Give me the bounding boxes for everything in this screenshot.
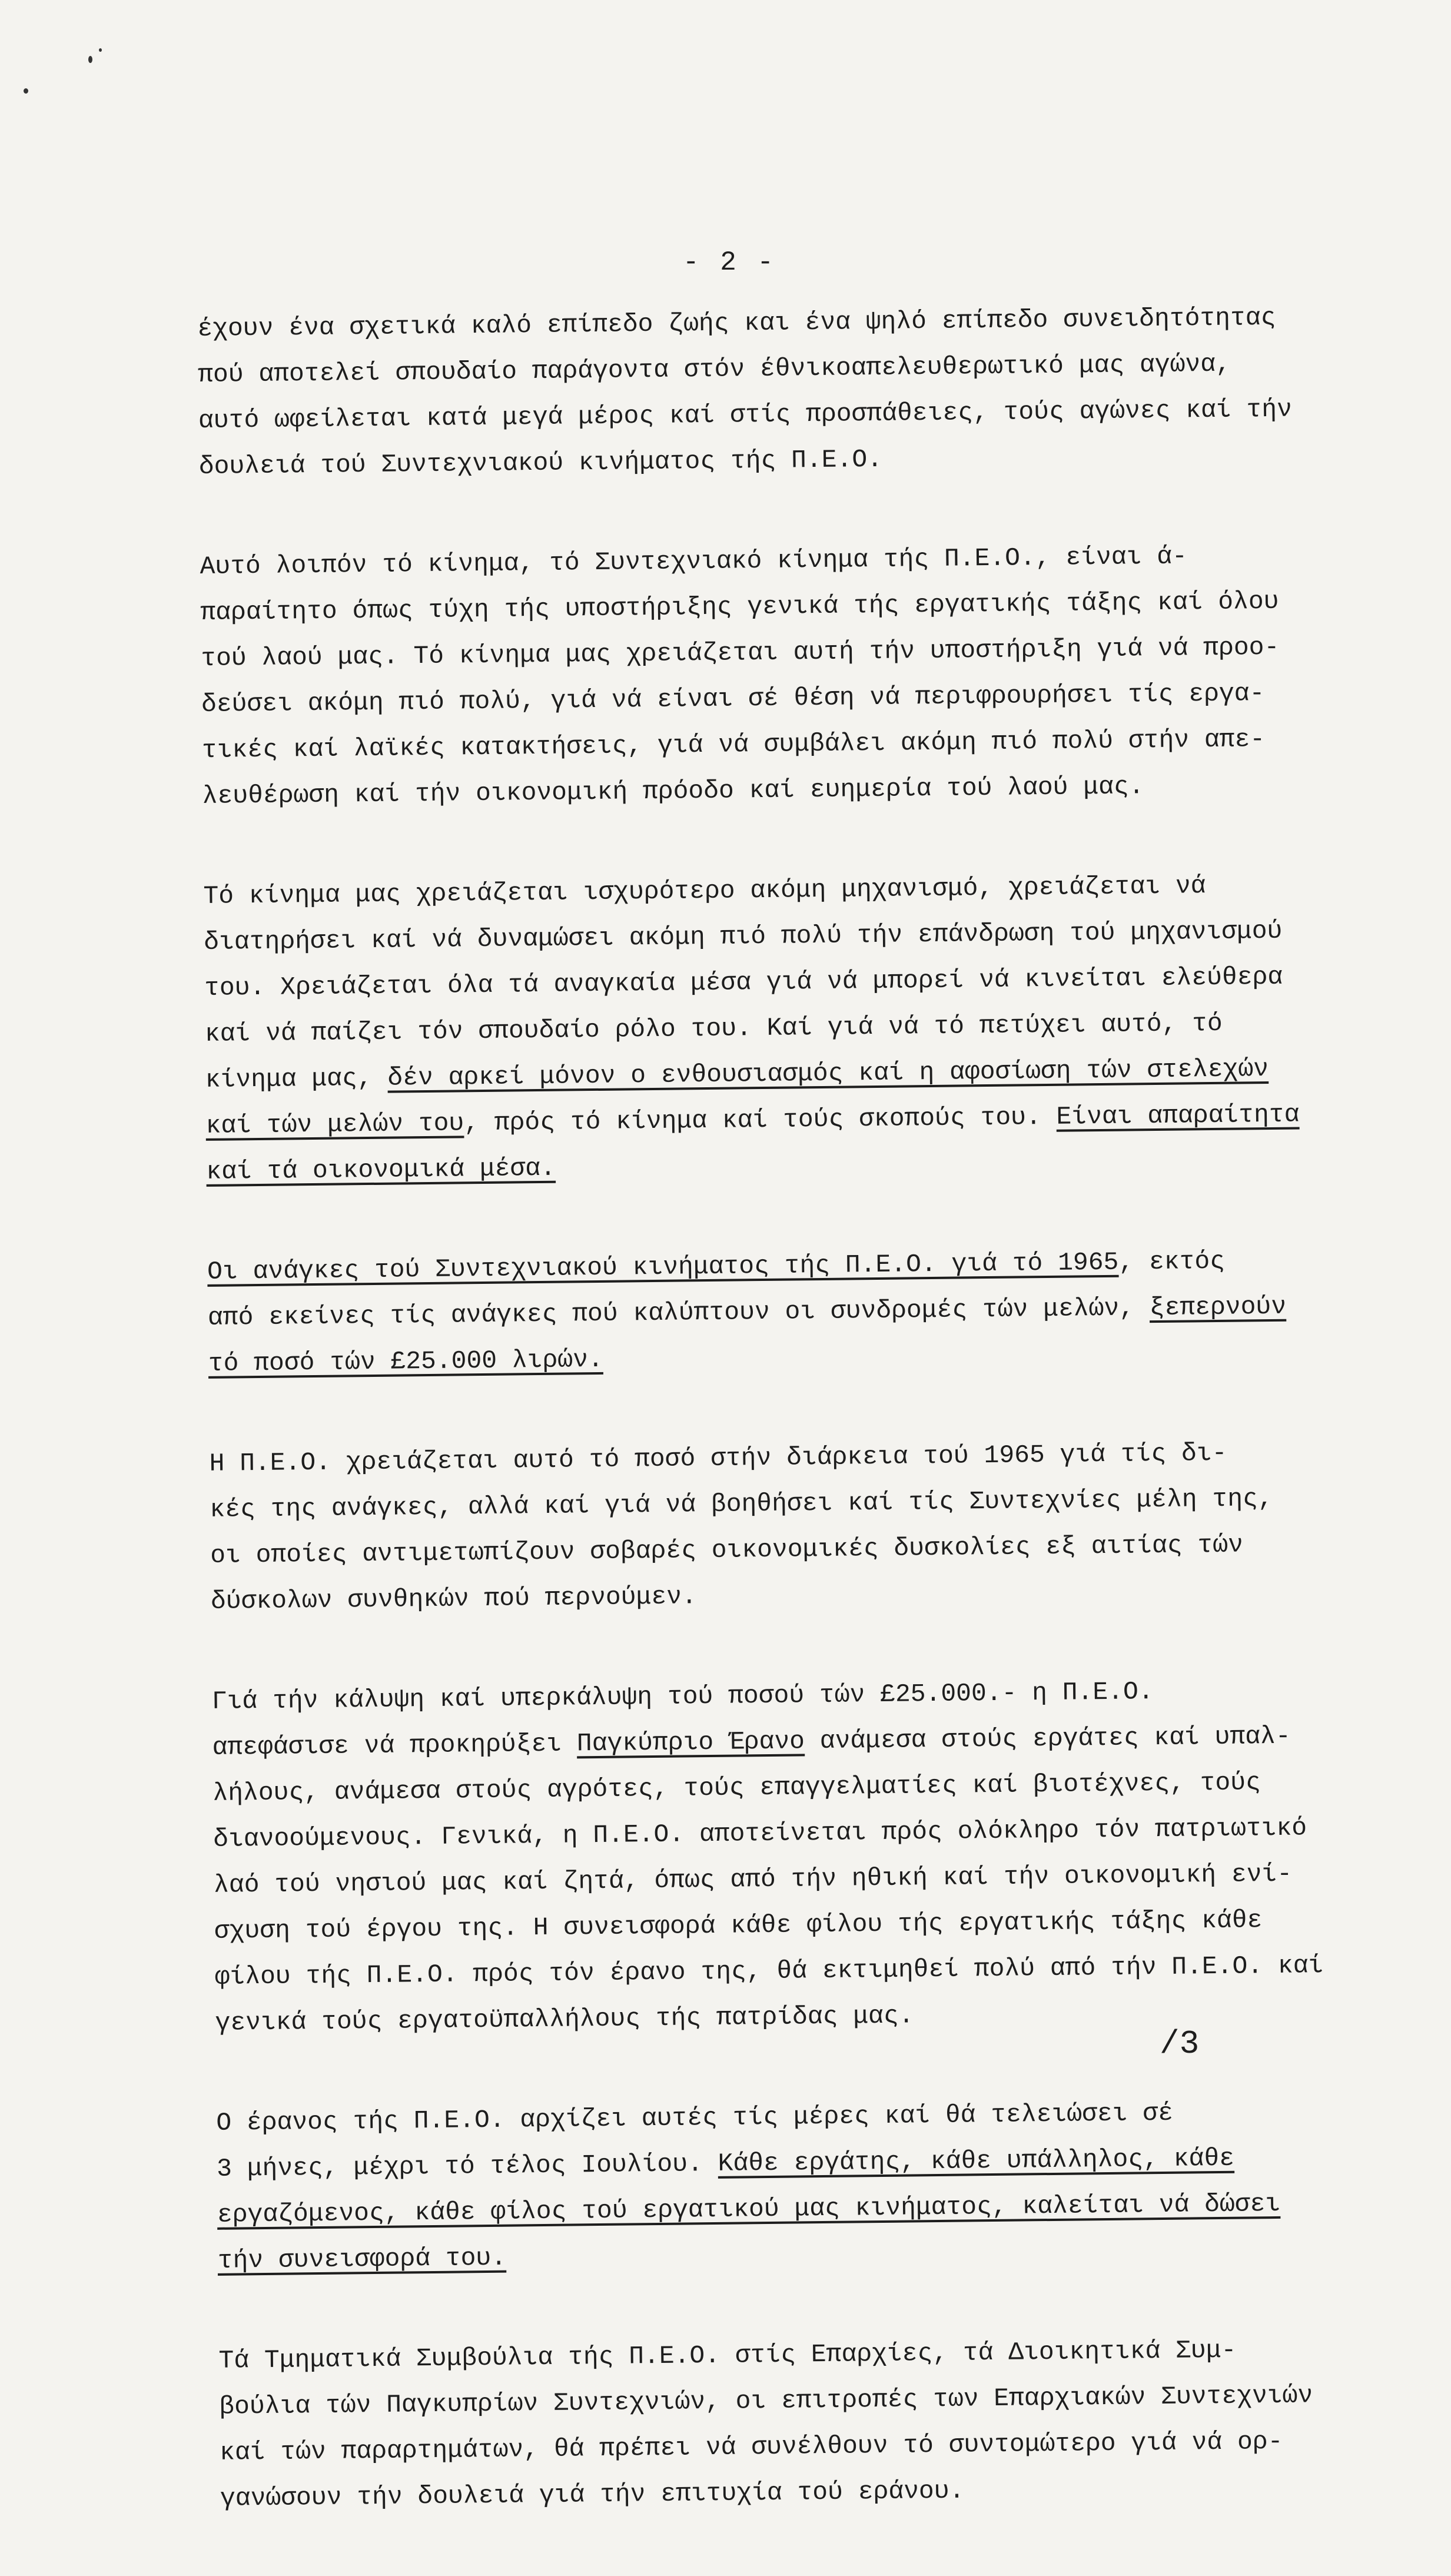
text-segment: έχουν ένα σχετικά καλό επίπεδο ζωής και ένα ψηλό επίπεδο συνειδητότητας <box>197 303 1276 343</box>
scan-speck <box>88 56 92 63</box>
text-segment: κίνημα μας, <box>205 1063 388 1094</box>
text-segment: διατηρήσει καί νά δυναμώσει ακόμη πιό πολύ τήν επάνδρωση τού μηχανισμού <box>204 916 1283 957</box>
text-segment: Τό κίνημα μας χρειάζεται ισχυρότερο ακόμη μηχανισμό, χρειάζεται νά <box>203 871 1206 911</box>
page-continuation-marker: /3 <box>1160 2025 1200 2063</box>
text-segment: λευθέρωση καί τήν οικονομική πρόοδο καί ευημερία τού λαού μας. <box>202 772 1144 811</box>
text-segment: λήλους, ανάμεσα στούς αγρότες, τούς επαγγελματίες καί βιοτέχνες, τούς <box>212 1768 1261 1808</box>
text-segment: αυτό ωφείλεται κατά μεγά μέρος καί στίς προσπάθειες, τούς αγώνες καί τήν <box>198 394 1293 435</box>
text-segment: , εκτός <box>1118 1246 1226 1277</box>
underlined-text: Είναι απαραίτητα <box>1056 1100 1300 1131</box>
paragraph <box>216 2089 1336 2284</box>
paragraph <box>203 862 1325 1195</box>
text-segment: 3 μήνες, μέχρι τό τέλος Ιουλίου. <box>216 2149 718 2183</box>
text-segment: ανάμεσα στούς εργάτες καί υπαλ- <box>804 1721 1291 1756</box>
page-number: - 2 - <box>683 247 776 278</box>
scan-speck <box>99 48 102 52</box>
underlined-text: ξεπερνούν <box>1149 1292 1287 1323</box>
underlined-text: Οι ανάγκες τού Συντεχνιακού κινήματος τής Π.Ε.Ο. γιά τό 1965 <box>207 1247 1119 1286</box>
text-segment: Τά Τμηματικά Συμβούλια τής Π.Ε.Ο. στίς Επαρχίες, τά Διοικητικά Συμ- <box>218 2335 1237 2375</box>
underlined-text: εργαζόμενος, κάθε φίλος τού εργατικού μας κινήματος, καλείται νά δώσει <box>217 2189 1281 2229</box>
text-segment: φίλου τής Π.Ε.Ο. πρός τόν έρανο της, θά εκτιμηθεί πολύ από τήν Π.Ε.Ο. καί <box>214 1951 1324 1991</box>
text-segment: γενικά τούς εργατοϋπαλλήλους τής πατρίδας μας. <box>215 2001 914 2037</box>
paragraph <box>218 2326 1339 2522</box>
underlined-text: τήν συνεισφορά του. <box>217 2243 507 2275</box>
text-segment: Αυτό λοιπόν τό κίνημα, τό Συντεχνιακό κίνημα τής Π.Ε.Ο., είναι ά- <box>200 542 1188 581</box>
text-segment: κές της ανάγκες, αλλά καί γιά νά βοηθήσει καί τίς Συντεχνίες μέλη της, <box>210 1483 1273 1524</box>
text-segment: Η Π.Ε.Ο. χρειάζεται αυτό τό ποσό στήν διάρκεια τού 1965 γιά τίς δι- <box>209 1438 1227 1478</box>
text-segment: σχυση τού έργου της. Η συνεισφορά κάθε φίλου τής εργατικής τάξης κάθε <box>214 1906 1263 1946</box>
paragraph <box>211 1667 1333 2046</box>
paragraph <box>209 1429 1329 1625</box>
text-segment: δεύσει ακόμη πιό πολύ, γιά νά είναι σέ θέση νά περιφρουρήσει τίς εργα- <box>201 679 1265 719</box>
text-segment: καί τών παραρτημάτων, θά πρέπει νά συνέλθουν τό συντομώτερο γιά νά ορ- <box>219 2426 1283 2467</box>
paragraph <box>200 532 1321 819</box>
text-segment: δύσκολων συνθηκών πού περνούμεν. <box>210 1582 697 1616</box>
text-segment: πού αποτελεί σπουδαίο παράγοντα στόν έθνικοαπελευθερωτικό μας αγώνα, <box>197 349 1231 389</box>
text-segment: λαό τού νησιού μας καί ζητά, όπως από τήν ηθική καί τήν οικονομική ενί- <box>213 1859 1293 1900</box>
letter-body <box>197 294 1339 2576</box>
text-segment: βούλια τών Παγκυπρίων Συντεχνιών, οι επιτροπές των Επαρχιακών Συντεχνιών <box>219 2381 1313 2421</box>
text-segment: δουλειά τού Συντεχνιακού κινήματος τής Π.Ε.Ο. <box>198 444 883 481</box>
text-segment: του. Χρειάζεται όλα τά αναγκαία μέσα γιά νά μπορεί νά κινείται ελεύθερα <box>204 962 1283 1002</box>
paragraph <box>197 294 1317 490</box>
text-segment: Ο έρανος τής Π.Ε.Ο. αρχίζει αυτές τίς μέρες καί θά τελειώσει σέ <box>216 2098 1174 2137</box>
underlined-text: τό ποσό τών £25.000 λιρών. <box>208 1345 603 1378</box>
text-segment: οι οποίες αντιμετωπίζουν σοβαρές οικονομικές δυσκολίες εξ αιτίας τών <box>210 1530 1244 1570</box>
text-segment: , πρός τό κίνημα καί τούς σκοπούς του. <box>463 1102 1057 1138</box>
text-segment: διανοούμενους. Γενικά, η Π.Ε.Ο. αποτείνεται πρός ολόκληρο τόν πατριωτικό <box>213 1813 1307 1854</box>
text-segment: καί νά παίζει τόν σπουδαίο ρόλο του. Καί γιά νά τό πετύχει αυτό, τό <box>204 1008 1223 1048</box>
text-segment: τικές καί λαϊκές κατακτήσεις, γιά νά συμβάλει ακόμη πιό πολύ στήν απε- <box>201 725 1266 765</box>
underlined-text: Παγκύπριο Έρανο <box>576 1727 805 1758</box>
underlined-text: καί τά οικονομικά μέσα. <box>206 1153 556 1186</box>
text-segment: τού λαού μας. Τό κίνημα μας χρειάζεται αυτή τήν υποστήριξη γιά νά προο- <box>201 632 1280 673</box>
scan-speck <box>24 88 28 94</box>
underlined-text: καί τών μελών του <box>205 1108 464 1140</box>
text-segment: απεφάσισε νά προκηρύξει <box>212 1729 577 1762</box>
underlined-text: δέν αρκεί μόνον ο ενθουσιασμός καί η αφοσίωση τών στελεχών <box>387 1054 1269 1093</box>
underlined-text: Κάθε εργάτης, κάθε υπάλληλος, κάθε <box>718 2143 1235 2178</box>
paragraph <box>207 1237 1327 1387</box>
text-segment: Γιά τήν κάλυψη καί υπερκάλυψη τού ποσού τών £25.000.- η Π.Ε.Ο. <box>211 1677 1154 1716</box>
text-segment: από εκείνες τίς ανάγκες πού καλύπτουν οι συνδρομές τών μελών, <box>207 1293 1150 1332</box>
text-segment: γανώσουν τήν δουλειά γιά τήν επιτυχία τού εράνου. <box>220 2476 965 2513</box>
text-segment: παραίτητο όπως τύχη τής υποστήριξης γενικά τής εργατικής τάξης καί όλου <box>200 586 1279 627</box>
